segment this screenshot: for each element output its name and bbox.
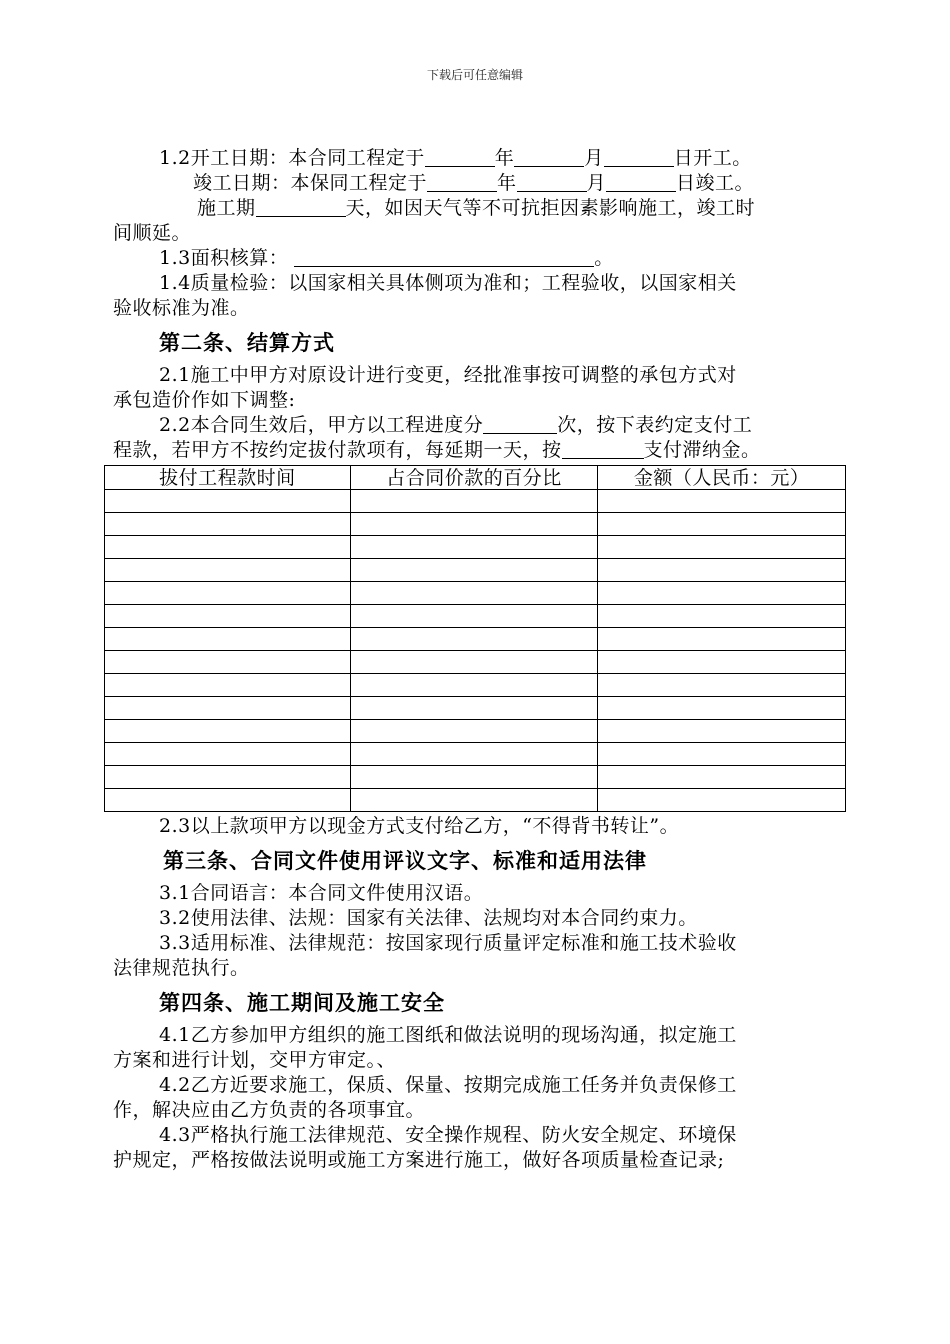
table-cell xyxy=(598,582,846,605)
table-cell xyxy=(350,720,598,743)
table-cell xyxy=(350,789,598,812)
clause-4-2-line-1: 4.2乙方近要求施工，保质、保量、按期完成施工任务并负责保修工 xyxy=(159,1074,737,1096)
table-cell xyxy=(598,766,846,789)
table-cell xyxy=(350,513,598,536)
clause-4-1-line-2: 方案和进行计划，交甲方审定。、 xyxy=(113,1049,397,1071)
table-row xyxy=(105,628,846,651)
table-cell xyxy=(598,559,846,582)
start-day-blank xyxy=(604,148,674,167)
period-label: 施工期 xyxy=(197,197,256,219)
table-cell xyxy=(598,743,846,766)
clause-3-3-line-2: 法律规范执行。 xyxy=(113,957,250,979)
table-cell xyxy=(105,743,351,766)
clause-2-2-line-2 xyxy=(113,438,848,463)
year-label: 年 xyxy=(497,172,517,194)
installments-suffix: 次，按下表约定支付工 xyxy=(557,414,753,436)
table-cell xyxy=(598,513,846,536)
table-cell xyxy=(105,720,351,743)
table-cell xyxy=(598,697,846,720)
start-date-label: 1.2开工日期：本合同工程定于 xyxy=(159,147,425,169)
clause-4-3-line-2: 护规定，严格按做法说明或施工方案进行施工，做好各项质量检查记录; xyxy=(113,1149,725,1171)
table-cell xyxy=(105,559,351,582)
clause-2-1-line-2: 承包造价作如下调整: xyxy=(113,389,296,411)
table-cell xyxy=(350,536,598,559)
table-cell xyxy=(598,720,846,743)
table-row xyxy=(105,697,846,720)
quality-line-2: 验收标准为准。 xyxy=(113,297,250,319)
clause-3-1: 3.1合同语言：本合同文件使用汉语。 xyxy=(159,882,484,904)
table-row xyxy=(105,743,846,766)
table-row xyxy=(105,605,846,628)
late-fee-blank xyxy=(562,440,644,459)
period-text: 天，如因天气等不可抗拒因素影响施工，竣工时 xyxy=(345,197,756,219)
section-3-title: 第三条、合同文件使用评议文字、标准和适用法律 xyxy=(163,849,647,873)
start-date-line xyxy=(113,146,848,171)
table-cell xyxy=(105,490,351,513)
late-fee-label: 程款，若甲方不按约定拔付款项有，每延期一天，按 xyxy=(113,439,562,461)
table-cell xyxy=(598,605,846,628)
table-cell xyxy=(350,559,598,582)
table-cell xyxy=(598,490,846,513)
table-cell xyxy=(598,789,846,812)
table-row xyxy=(105,490,846,513)
area-line xyxy=(113,246,848,271)
clause-2-2-line-1 xyxy=(113,413,848,438)
col-header-percent: 占合同价款的百分比 xyxy=(350,466,598,490)
table-cell xyxy=(105,697,351,720)
table-cell xyxy=(350,628,598,651)
clause-3-3-line-1: 3.3适用标准、法律规范：按国家现行质量评定标准和施工技术验收 xyxy=(159,932,737,954)
table-cell xyxy=(350,743,598,766)
late-fee-suffix: 支付滞纳金。 xyxy=(643,439,761,461)
payment-schedule-table xyxy=(104,465,846,812)
col-header-amount: 金额（人民币：元） xyxy=(598,466,846,490)
table-cell xyxy=(105,789,351,812)
installments-blank xyxy=(483,415,557,434)
table-cell xyxy=(350,766,598,789)
area-end: 。 xyxy=(594,247,614,269)
table-row xyxy=(105,720,846,743)
installments-label: 2.2本合同生效后，甲方以工程进度分 xyxy=(159,414,484,436)
table-cell xyxy=(350,697,598,720)
table-cell xyxy=(598,628,846,651)
table-row xyxy=(105,513,846,536)
table-cell xyxy=(350,582,598,605)
table-cell xyxy=(350,490,598,513)
clause-2-1-line-1: 2.1施工中甲方对原设计进行变更，经批准事按可调整的承包方式对 xyxy=(159,364,737,386)
year-label: 年 xyxy=(494,147,515,169)
table-cell xyxy=(598,651,846,674)
finish-suffix: 日竣工。 xyxy=(676,172,755,194)
table-cell xyxy=(350,651,598,674)
document-body xyxy=(113,146,848,1173)
clause-4-1-line-1: 4.1乙方参加甲方组织的施工图纸和做法说明的现场沟通，拟定施工 xyxy=(159,1024,737,1046)
section-2-title: 第二条、结算方式 xyxy=(159,331,335,355)
page-header-note: 下载后可任意编辑 xyxy=(426,68,523,82)
month-label: 月 xyxy=(584,147,604,169)
table-cell xyxy=(105,605,351,628)
table-cell xyxy=(598,536,846,559)
quality-line-1: 1.4质量检验：以国家相关具体侧项为准和；工程验收，以国家相关 xyxy=(159,272,737,294)
start-month-blank xyxy=(514,148,584,167)
col-header-time: 拔付工程款时间 xyxy=(105,466,351,490)
table-body xyxy=(105,490,846,812)
clause-4-2-line-2: 作，解决应由乙方负责的各项事宜。 xyxy=(113,1099,426,1121)
period-days-blank xyxy=(256,198,346,217)
table-cell xyxy=(105,582,351,605)
clause-4-3-line-1: 4.3严格执行施工法律规范、安全操作规程、防火安全规定、环境保 xyxy=(159,1124,737,1146)
table-cell xyxy=(105,766,351,789)
table-cell xyxy=(598,674,846,697)
table-cell xyxy=(350,605,598,628)
table-cell xyxy=(105,513,351,536)
finish-month-blank xyxy=(517,173,587,192)
table-row xyxy=(105,766,846,789)
finish-date-label: 竣工日期：本保同工程定于 xyxy=(193,172,428,194)
table-row xyxy=(105,789,846,812)
table-row xyxy=(105,536,846,559)
table-cell xyxy=(105,536,351,559)
clause-2-3: 2.3以上款项甲方以现金方式支付给乙方，“不得背书转让”。 xyxy=(159,815,680,837)
table-row xyxy=(105,582,846,605)
period-continuation: 间顺延。 xyxy=(113,222,192,244)
section-4-title: 第四条、施工期间及施工安全 xyxy=(159,991,445,1015)
area-blank xyxy=(294,248,594,267)
clause-3-2: 3.2使用法律、法规：国家有关法律、法规均对本合同约束力。 xyxy=(159,907,698,929)
finish-date-line xyxy=(113,171,848,196)
table-cell xyxy=(105,674,351,697)
table-cell xyxy=(105,651,351,674)
area-label: 1.3面积核算： xyxy=(159,247,289,269)
table-cell xyxy=(105,628,351,651)
month-label: 月 xyxy=(586,172,607,194)
finish-year-blank xyxy=(427,173,497,192)
table-cell xyxy=(350,674,598,697)
start-year-blank xyxy=(425,148,495,167)
period-line xyxy=(113,196,848,221)
table-row xyxy=(105,559,846,582)
table-row xyxy=(105,651,846,674)
table-row xyxy=(105,674,846,697)
finish-day-blank xyxy=(606,173,676,192)
start-suffix: 日开工。 xyxy=(673,147,752,169)
table-header-row xyxy=(105,466,846,490)
